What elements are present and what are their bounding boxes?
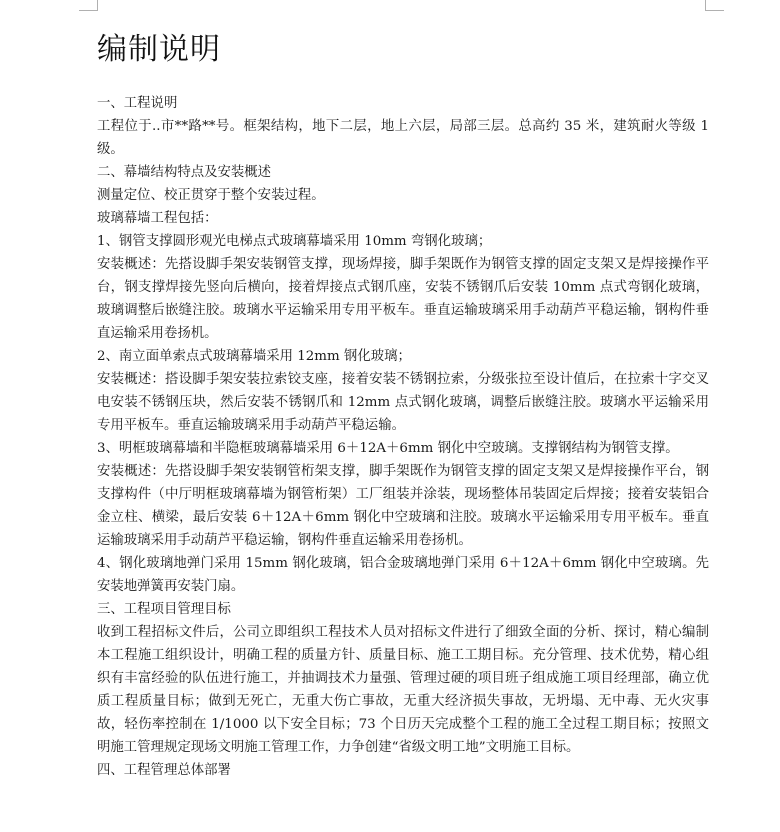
project-location-paragraph: 工程位于..市**路**号。框架结构，地下二层，地上六层，局部三层。总高约 35 米，建筑耐火等级 1 级。	[97, 119, 709, 157]
item-4-paragraph: 4、钢化玻璃地弹门采用 15mm 钢化玻璃，铝合金玻璃地弹门采用 6＋12A＋6mm 钢化中空玻璃。先安装地弹簧再安装门扇。	[97, 556, 709, 594]
glass-curtain-wall-includes: 玻璃幕墙工程包括：	[97, 211, 218, 226]
item-1-heading: 1、钢管支撑圆形观光电梯点式玻璃幕墙采用 10mm 弯钢化玻璃；	[97, 234, 492, 249]
item-2-installation-paragraph: 安装概述：搭设脚手架安装拉索铰支座，接着安装不锈钢拉索，分级张拉至设计值后，在拉索十字交叉电安装不锈钢压块，然后安装不锈钢爪和 12mm 点式钢化玻璃，调整后嵌缝注胶。玻璃水平运输采用专用平板车。垂直运输玻璃采用手动葫芦平稳运输。	[97, 372, 709, 433]
right-margin-corner-mark	[705, 0, 724, 11]
item-3-heading: 3、明框玻璃幕墙和半隐框玻璃幕墙采用 6＋12A＋6mm 钢化中空玻璃。支撑钢结构为钢管支撑。	[97, 441, 679, 456]
section-heading-management-goals: 三、工程项目管理目标	[97, 602, 231, 617]
section-heading-project-description: 一、工程说明	[97, 96, 178, 111]
document-body	[97, 28, 709, 782]
surveying-paragraph: 测量定位、校正贯穿于整个安装过程。	[97, 188, 325, 203]
item-1-installation-paragraph: 安装概述：先搭设脚手架安装钢管支撑，现场焊接，脚手架既作为钢管支撑的固定支架又是焊接操作平台，钢支撑焊接先竖向后横向，接着焊接点式钢爪座，安装不锈钢爪后安装 10mm 点式弯钢化玻璃，玻璃调整后嵌缝注胶。玻璃水平运输采用专用平板车。垂直运输玻璃采用手动葫芦平稳运输，钢构件垂直运输采用卷扬机。	[97, 257, 709, 341]
item-2-heading: 2、南立面单索点式玻璃幕墙采用 12mm 钢化玻璃；	[97, 349, 411, 364]
left-margin-corner-mark	[79, 0, 98, 11]
section-heading-overall-deployment: 四、工程管理总体部署	[97, 763, 231, 778]
document-title: 编制说明	[97, 32, 221, 67]
item-3-installation-paragraph: 安装概述：先搭设脚手架安装钢管桁架支撑，脚手架既作为钢管支撑的固定支架又是焊接操作平台，钢支撑构件（中厅明框玻璃幕墙为钢管桁架）工厂组装并涂装，现场整体吊装固定后焊接；接着安装铝合金立柱、横梁，最后安装 6＋12A＋6mm 钢化中空玻璃和注胶。玻璃水平运输采用专用平板车。垂直运输玻璃采用手动葫芦平稳运输，钢构件垂直运输采用卷扬机。	[97, 464, 709, 548]
section-heading-curtain-wall-overview: 二、幕墙结构特点及安装概述	[97, 165, 272, 180]
management-goals-paragraph: 收到工程招标文件后，公司立即组织工程技术人员对招标文件进行了细致全面的分析、探讨，精心编制本工程施工组织设计，明确工程的质量方针、质量目标、施工工期目标。充分管理、技术优势，精心组织有丰富经验的队伍进行施工，并抽调技术力量强、管理过硬的项目班子组成施工项目经理部，确立优质工程质量目标；做到无死亡，无重大伤亡事故，无重大经济损失事故，无坍塌、无中毒、无火灾事故，轻伤率控制在 1/1000 以下安全目标；73 个日历天完成整个工程的施工全过程工期目标；按照文明施工管理规定现场文明施工管理工作，力争创建“省级文明工地”文明施工目标。	[97, 625, 709, 755]
